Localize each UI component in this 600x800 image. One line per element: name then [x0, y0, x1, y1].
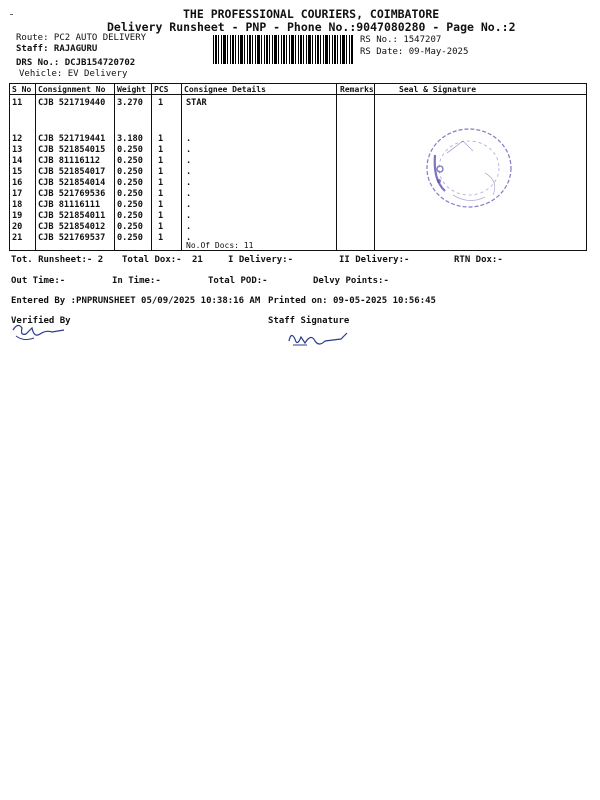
- row-consignee: .: [186, 145, 192, 155]
- staff-signature: [285, 327, 355, 351]
- header-consignment: Consignment No: [38, 85, 106, 94]
- row-consignment: CJB 521854011: [38, 211, 106, 221]
- entered-by: Entered By :PNPRUNSHEET 05/09/2025 10:38:16 AM: [11, 296, 261, 306]
- verifier-signature: [10, 318, 70, 344]
- barcode: [213, 35, 353, 64]
- row-sno: 17: [12, 189, 23, 199]
- header-consignee: Consignee Details: [184, 85, 266, 94]
- row-weight: 0.250: [117, 178, 143, 188]
- row-sno: 20: [12, 222, 23, 232]
- row-pcs: 1: [158, 211, 164, 221]
- row-consignee: .: [186, 200, 192, 210]
- row-consignment: CJB 521854017: [38, 167, 106, 177]
- row-sno: 11: [12, 98, 23, 108]
- row-consignment: CJB 81116112: [38, 156, 101, 166]
- row-sno: 18: [12, 200, 23, 210]
- total-pod: Total POD:-: [208, 276, 268, 286]
- row-consignee: .: [186, 156, 192, 166]
- company-title: THE PROFESSIONAL COURIERS, COIMBATORE: [183, 7, 440, 21]
- row-sno: 19: [12, 211, 23, 221]
- row-pcs: 1: [158, 178, 164, 188]
- row-consignee: .: [186, 167, 192, 177]
- delvy-points: Delvy Points:-: [313, 276, 389, 286]
- row-sno: 13: [12, 145, 23, 155]
- row-consignment: CJB 521769536: [38, 189, 106, 199]
- row-weight: 0.250: [117, 222, 143, 232]
- row-sno: 15: [12, 167, 23, 177]
- row-sno: 21: [12, 233, 23, 243]
- row-consignment: CJB 81116111: [38, 200, 101, 210]
- row-consignee: .: [186, 189, 192, 199]
- row-weight: 3.180: [117, 134, 143, 144]
- verified-by-label: Verified By: [11, 316, 71, 326]
- row-consignee: .: [186, 178, 192, 188]
- row-pcs: 1: [158, 134, 164, 144]
- vehicle-label: Vehicle: EV Delivery: [19, 69, 128, 79]
- row-pcs: 1: [158, 233, 164, 243]
- docs-count: No.Of Docs: 11: [186, 241, 254, 250]
- row-weight: 0.250: [117, 167, 143, 177]
- row-weight: 3.270: [117, 98, 143, 108]
- staff-signature-label: Staff Signature: [268, 316, 350, 326]
- scan-speck: [10, 14, 13, 15]
- header-weight: Weight: [117, 85, 146, 94]
- rs-date: RS Date: 09-May-2025: [360, 47, 469, 57]
- row-weight: 0.250: [117, 200, 143, 210]
- row-sno: 12: [12, 134, 23, 144]
- ii-delivery: II Delivery:-: [339, 255, 410, 265]
- row-weight: 0.250: [117, 189, 143, 199]
- row-pcs: 1: [158, 98, 164, 108]
- row-sno: 16: [12, 178, 23, 188]
- header-seal: Seal & Signature: [399, 85, 477, 94]
- row-weight: 0.250: [117, 233, 143, 243]
- row-pcs: 1: [158, 189, 164, 199]
- row-consignee: .: [186, 233, 192, 243]
- row-consignee: .: [186, 134, 192, 144]
- row-consignment: CJB 521769537: [38, 233, 106, 243]
- header-sno: S No: [12, 85, 32, 94]
- row-pcs: 1: [158, 167, 164, 177]
- row-pcs: 1: [158, 222, 164, 232]
- tot-runsheet: Tot. Runsheet:- 2: [11, 255, 104, 265]
- total-dox-label: Total Dox:-: [122, 255, 182, 265]
- rs-number: RS No.: 1547207: [360, 35, 442, 45]
- row-sno: 14: [12, 156, 23, 166]
- header-pcs: PCS: [154, 85, 169, 94]
- out-time: Out Time:-: [11, 276, 66, 286]
- row-consignee: .: [186, 222, 192, 232]
- staff-label: Staff: RAJAGURU: [16, 44, 98, 54]
- route-label: Route: PC2 AUTO DELIVERY: [16, 33, 147, 43]
- row-weight: 0.250: [117, 211, 143, 221]
- row-weight: 0.250: [117, 145, 143, 155]
- row-pcs: 1: [158, 200, 164, 210]
- in-time: In Time:-: [112, 276, 161, 286]
- company-seal-stamp: [423, 125, 515, 211]
- row-pcs: 1: [158, 145, 164, 155]
- row-weight: 0.250: [117, 156, 143, 166]
- rtn-dox: RTN Dox:-: [454, 255, 503, 265]
- i-delivery: I Delivery:-: [228, 255, 294, 265]
- row-consignment: CJB 521719440: [38, 98, 106, 108]
- drs-number: DRS No.: DCJB154720702: [16, 58, 136, 68]
- row-consignment: CJB 521854015: [38, 145, 106, 155]
- row-consignment: CJB 521719441: [38, 134, 106, 144]
- printed-on: Printed on: 09-05-2025 10:56:45: [268, 296, 436, 306]
- row-consignment: CJB 521854014: [38, 178, 106, 188]
- total-dox-value: 21: [192, 255, 203, 265]
- row-pcs: 1: [158, 156, 164, 166]
- row-consignee: .: [186, 211, 192, 221]
- row-consignment: CJB 521854012: [38, 222, 106, 232]
- runsheet-title: Delivery Runsheet - PNP - Phone No.:9047080280 - Page No.:2: [107, 20, 516, 34]
- row-consignee: STAR: [186, 98, 207, 108]
- header-remarks: Remarks: [340, 85, 374, 94]
